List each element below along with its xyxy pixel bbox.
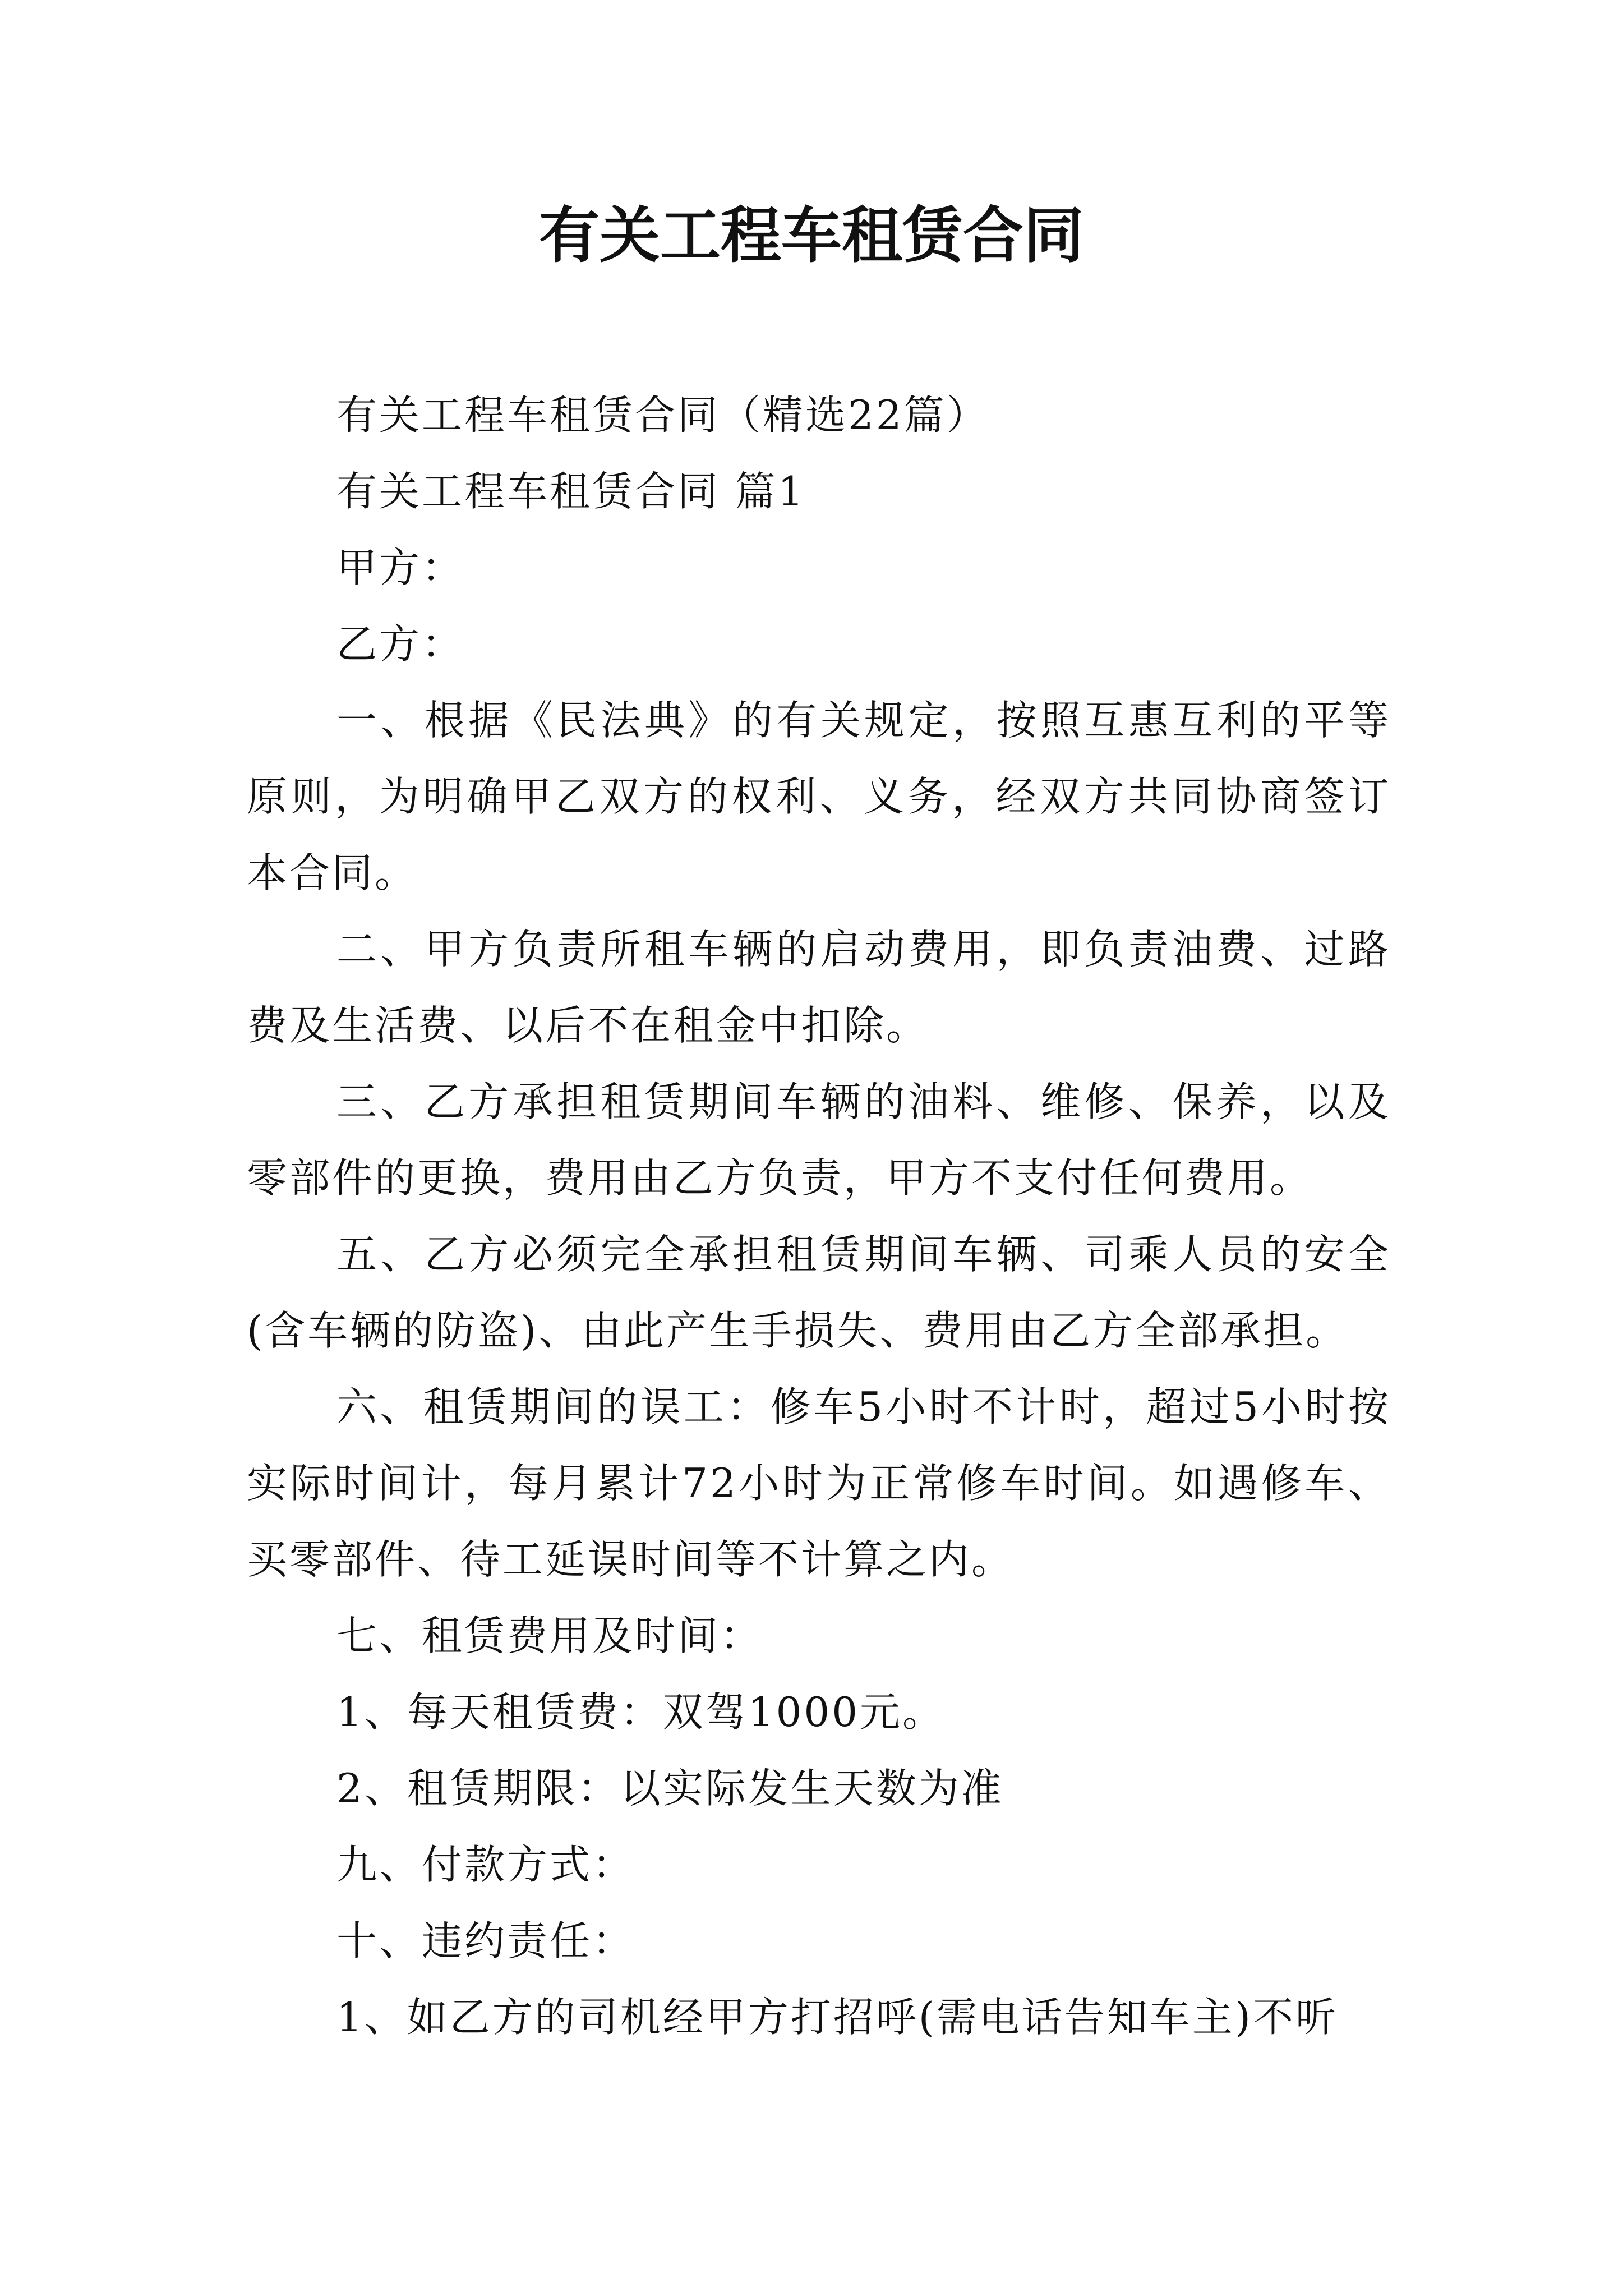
- paragraph-clause-7-item-2: 2、租赁期限：以实际发生天数为准: [336, 1765, 1004, 1812]
- paragraph-clause-7: 七、租赁费用及时间：: [336, 1612, 763, 1659]
- document-title: 有关工程车租赁合同: [538, 200, 1084, 271]
- paragraph-clause-9: 九、付款方式：: [336, 1841, 635, 1888]
- paragraph-clause-7-item-1: 1、每天租赁费：双驾1000元。: [336, 1688, 946, 1736]
- paragraph-party-a: 甲方：: [336, 544, 465, 591]
- paragraph-clause-10-item-1: 1、如乙方的司机经甲方打招呼(需电话告知车主)不听: [336, 1994, 1338, 2041]
- paragraph-clause-1: 一、根据《民法典》的有关规定，按照互惠互利的平等原则，为明确甲乙双方的权利、义务，经双方共同协商签订本合同。: [247, 697, 1391, 896]
- document-body: [247, 377, 1391, 2055]
- paragraph-clause-3: 三、乙方承担租赁期间车辆的油料、维修、保养，以及零部件的更换，费用由乙方负责，甲方不支付任何费用。: [247, 1078, 1391, 1202]
- paragraph-clause-2: 二、甲方负责所租车辆的启动费用，即负责油费、过路费及生活费、以后不在租金中扣除。: [247, 926, 1391, 1049]
- paragraph-section-heading: 有关工程车租赁合同 篇1: [336, 468, 806, 515]
- paragraph-subtitle: 有关工程车租赁合同（精选22篇）: [336, 392, 989, 439]
- paragraph-clause-6: 六、租赁期间的误工：修车5小时不计时，超过5小时按实际时间计，每月累计72小时为正常修车时间。如遇修车、买零部件、待工延误时间等不计算之内。: [247, 1383, 1391, 1583]
- paragraph-clause-10: 十、违约责任：: [336, 1917, 635, 1964]
- paragraph-party-b: 乙方：: [336, 620, 465, 668]
- paragraph-clause-5: 五、乙方必须完全承担租赁期间车辆、司乘人员的安全(含车辆的防盗)、由此产生手损失、费用由乙方全部承担。: [247, 1231, 1391, 1354]
